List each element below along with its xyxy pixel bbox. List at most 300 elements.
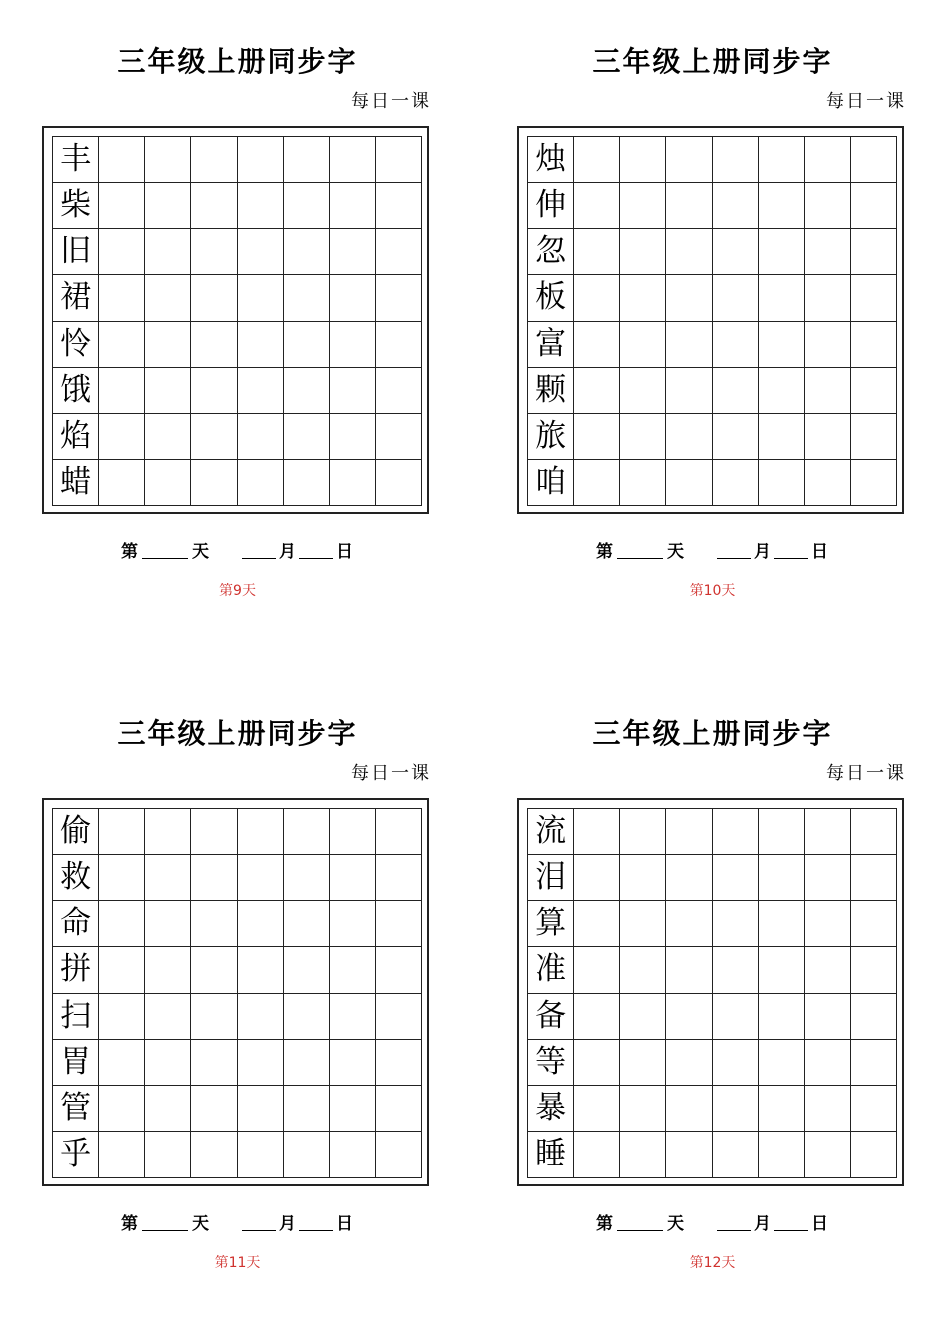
practice-cell [284, 1040, 330, 1086]
practice-cell [145, 855, 191, 901]
model-character: 怜 [53, 322, 99, 368]
day-prefix: 第 [121, 542, 138, 562]
practice-cell [759, 183, 805, 229]
practice-cell [191, 183, 237, 229]
practice-cell [713, 809, 759, 855]
practice-cell [284, 183, 330, 229]
practice-cell [330, 901, 376, 947]
practice-cell [713, 994, 759, 1040]
practice-cell [574, 1132, 620, 1178]
day-blank [617, 1216, 663, 1231]
practice-cell [238, 1132, 284, 1178]
day-blank [142, 544, 188, 559]
practice-cell [574, 901, 620, 947]
practice-cell [191, 229, 237, 275]
practice-cell [191, 947, 237, 993]
practice-cell [99, 1040, 145, 1086]
practice-cell [376, 901, 422, 947]
practice-cell [666, 322, 712, 368]
month-blank [242, 544, 276, 559]
practice-cell [145, 1132, 191, 1178]
practice-cell [620, 229, 666, 275]
day-prefix: 第 [121, 1214, 138, 1234]
practice-cell [620, 322, 666, 368]
practice-cell [145, 460, 191, 506]
practice-cell [284, 994, 330, 1040]
practice-cell [805, 414, 851, 460]
model-character: 偷 [53, 809, 99, 855]
model-character: 丰 [53, 137, 99, 183]
practice-cell [574, 322, 620, 368]
practice-cell [284, 137, 330, 183]
practice-cell [145, 1040, 191, 1086]
practice-cell [574, 183, 620, 229]
month-blank [717, 544, 751, 559]
model-character: 救 [53, 855, 99, 901]
model-character: 焰 [53, 414, 99, 460]
practice-cell [376, 994, 422, 1040]
model-character: 备 [528, 994, 574, 1040]
practice-cell [851, 809, 897, 855]
practice-cell [759, 414, 805, 460]
model-character: 管 [53, 1086, 99, 1132]
model-character: 拼 [53, 947, 99, 993]
practice-cell [666, 275, 712, 321]
practice-cell [376, 275, 422, 321]
model-character: 命 [53, 901, 99, 947]
practice-cell [759, 947, 805, 993]
model-character: 胃 [53, 1040, 99, 1086]
practice-cell [330, 414, 376, 460]
month-label: 月 [279, 542, 296, 562]
practice-cell [759, 809, 805, 855]
practice-cell [330, 275, 376, 321]
practice-cell [238, 137, 284, 183]
practice-cell [620, 1086, 666, 1132]
practice-cell [574, 994, 620, 1040]
practice-grid [527, 808, 897, 1178]
practice-cell [191, 994, 237, 1040]
model-character: 扫 [53, 994, 99, 1040]
practice-cell [851, 947, 897, 993]
practice-cell [191, 460, 237, 506]
practice-cell [284, 322, 330, 368]
practice-cell [145, 229, 191, 275]
practice-cell [574, 229, 620, 275]
model-character: 颗 [528, 368, 574, 414]
practice-cell [574, 368, 620, 414]
practice-cell [805, 275, 851, 321]
practice-cell [713, 901, 759, 947]
model-character: 旧 [53, 229, 99, 275]
practice-cell [666, 994, 712, 1040]
practice-cell [759, 137, 805, 183]
practice-cell [284, 460, 330, 506]
practice-cell [191, 137, 237, 183]
practice-cell [620, 460, 666, 506]
practice-cell [805, 901, 851, 947]
practice-cell [851, 901, 897, 947]
practice-cell [666, 901, 712, 947]
practice-cell [191, 901, 237, 947]
practice-cell [759, 901, 805, 947]
practice-cell [851, 1086, 897, 1132]
practice-cell [99, 414, 145, 460]
practice-cell [99, 994, 145, 1040]
model-character: 暴 [528, 1086, 574, 1132]
practice-cell [376, 1040, 422, 1086]
practice-cell [330, 368, 376, 414]
practice-cell [851, 1040, 897, 1086]
practice-cell [759, 1040, 805, 1086]
practice-cell [620, 947, 666, 993]
worksheet-title: 三年级上册同步字 [592, 45, 833, 78]
day-blank [142, 1216, 188, 1231]
practice-cell [759, 1086, 805, 1132]
practice-cell [191, 1132, 237, 1178]
worksheet-panel-4 [475, 672, 950, 1344]
date-line [121, 537, 353, 562]
practice-cell [574, 414, 620, 460]
practice-cell [330, 229, 376, 275]
day-number-label: 第10天 [689, 583, 736, 599]
practice-cell [574, 855, 620, 901]
practice-cell [713, 137, 759, 183]
worksheet-title: 三年级上册同步字 [592, 717, 833, 750]
practice-cell [145, 322, 191, 368]
month-label: 月 [754, 542, 771, 562]
practice-cell [759, 275, 805, 321]
practice-cell [620, 855, 666, 901]
practice-cell [99, 1132, 145, 1178]
practice-cell [238, 322, 284, 368]
practice-cell [376, 229, 422, 275]
month-label: 月 [754, 1214, 771, 1234]
model-character: 烛 [528, 137, 574, 183]
practice-cell [191, 322, 237, 368]
practice-cell [666, 460, 712, 506]
practice-grid [52, 136, 422, 506]
worksheet-subtitle: 每日一课 [351, 763, 431, 784]
practice-cell [666, 1132, 712, 1178]
practice-cell [574, 1086, 620, 1132]
model-character: 蜡 [53, 460, 99, 506]
date-line [596, 1209, 828, 1234]
practice-cell [574, 460, 620, 506]
practice-cell [330, 183, 376, 229]
model-character: 柴 [53, 183, 99, 229]
day-suffix: 天 [192, 542, 209, 562]
date-blank [774, 544, 808, 559]
date-label: 日 [811, 542, 828, 562]
practice-cell [666, 947, 712, 993]
practice-cell [620, 368, 666, 414]
practice-cell [805, 368, 851, 414]
practice-cell [574, 137, 620, 183]
day-number-label: 第11天 [214, 1255, 261, 1271]
practice-cell [666, 1086, 712, 1132]
practice-cell [805, 137, 851, 183]
model-character: 板 [528, 275, 574, 321]
practice-grid [52, 808, 422, 1178]
practice-cell [851, 460, 897, 506]
practice-cell [805, 229, 851, 275]
practice-cell [759, 460, 805, 506]
practice-cell [376, 368, 422, 414]
practice-cell [713, 855, 759, 901]
practice-cell [851, 183, 897, 229]
practice-cell [99, 809, 145, 855]
worksheet-subtitle: 每日一课 [351, 91, 431, 112]
practice-cell [759, 322, 805, 368]
practice-cell [191, 414, 237, 460]
day-suffix: 天 [192, 1214, 209, 1234]
worksheet-title: 三年级上册同步字 [117, 45, 358, 78]
practice-cell [851, 137, 897, 183]
month-label: 月 [279, 1214, 296, 1234]
practice-cell [330, 855, 376, 901]
month-blank [242, 1216, 276, 1231]
date-blank [774, 1216, 808, 1231]
practice-cell [620, 809, 666, 855]
practice-cell [376, 947, 422, 993]
practice-cell [238, 994, 284, 1040]
date-label: 日 [336, 542, 353, 562]
practice-cell [238, 901, 284, 947]
practice-cell [330, 994, 376, 1040]
practice-cell [851, 229, 897, 275]
practice-cell [99, 137, 145, 183]
practice-cell [851, 414, 897, 460]
model-character: 富 [528, 322, 574, 368]
practice-cell [238, 275, 284, 321]
model-character: 准 [528, 947, 574, 993]
model-character: 忽 [528, 229, 574, 275]
practice-cell [99, 460, 145, 506]
practice-cell [284, 1086, 330, 1132]
worksheet-panel-1 [0, 0, 475, 672]
day-number-label: 第9天 [219, 583, 256, 599]
practice-cell [666, 368, 712, 414]
day-prefix: 第 [596, 542, 613, 562]
practice-cell [666, 809, 712, 855]
model-character: 旅 [528, 414, 574, 460]
practice-cell [666, 855, 712, 901]
practice-cell [238, 183, 284, 229]
practice-cell [759, 855, 805, 901]
practice-cell [713, 368, 759, 414]
model-character: 算 [528, 901, 574, 947]
practice-cell [145, 809, 191, 855]
practice-cell [713, 322, 759, 368]
practice-cell [376, 183, 422, 229]
practice-cell [620, 901, 666, 947]
model-character: 裙 [53, 275, 99, 321]
practice-cell [666, 183, 712, 229]
practice-cell [620, 137, 666, 183]
practice-cell [620, 1132, 666, 1178]
date-line [596, 537, 828, 562]
day-prefix: 第 [596, 1214, 613, 1234]
practice-cell [284, 855, 330, 901]
practice-cell [284, 901, 330, 947]
practice-cell [145, 1086, 191, 1132]
practice-cell [191, 368, 237, 414]
practice-cell [805, 994, 851, 1040]
date-blank [299, 544, 333, 559]
practice-cell [851, 275, 897, 321]
practice-cell [759, 1132, 805, 1178]
practice-cell [851, 322, 897, 368]
practice-cell [238, 368, 284, 414]
date-line [121, 1209, 353, 1234]
model-character: 睡 [528, 1132, 574, 1178]
model-character: 乎 [53, 1132, 99, 1178]
practice-grid [527, 136, 897, 506]
practice-cell [238, 947, 284, 993]
day-suffix: 天 [667, 542, 684, 562]
date-label: 日 [336, 1214, 353, 1234]
practice-cell [713, 275, 759, 321]
practice-cell [805, 322, 851, 368]
model-character: 等 [528, 1040, 574, 1086]
practice-cell [238, 460, 284, 506]
worksheet-panel-3 [0, 672, 475, 1344]
worksheet-subtitle: 每日一课 [826, 763, 906, 784]
practice-cell [284, 809, 330, 855]
practice-cell [191, 275, 237, 321]
practice-cell [99, 183, 145, 229]
model-character: 泪 [528, 855, 574, 901]
practice-cell [666, 137, 712, 183]
practice-cell [330, 809, 376, 855]
practice-cell [759, 368, 805, 414]
practice-cell [284, 275, 330, 321]
practice-cell [99, 1086, 145, 1132]
practice-cell [574, 275, 620, 321]
practice-cell [330, 322, 376, 368]
practice-cell [145, 275, 191, 321]
model-character: 流 [528, 809, 574, 855]
practice-cell [99, 855, 145, 901]
practice-cell [851, 994, 897, 1040]
date-label: 日 [811, 1214, 828, 1234]
worksheet-panel-2 [475, 0, 950, 672]
practice-cell [620, 994, 666, 1040]
practice-cell [99, 901, 145, 947]
practice-cell [574, 947, 620, 993]
practice-cell [805, 460, 851, 506]
day-blank [617, 544, 663, 559]
practice-cell [99, 322, 145, 368]
practice-cell [666, 414, 712, 460]
practice-cell [238, 414, 284, 460]
practice-cell [238, 1086, 284, 1132]
practice-cell [238, 229, 284, 275]
practice-cell [376, 460, 422, 506]
model-character: 咱 [528, 460, 574, 506]
practice-cell [620, 183, 666, 229]
practice-cell [666, 1040, 712, 1086]
practice-cell [284, 1132, 330, 1178]
practice-cell [713, 460, 759, 506]
practice-cell [191, 809, 237, 855]
practice-cell [851, 1132, 897, 1178]
practice-cell [145, 183, 191, 229]
date-blank [299, 1216, 333, 1231]
practice-cell [145, 994, 191, 1040]
practice-cell [145, 368, 191, 414]
practice-cell [191, 1040, 237, 1086]
practice-cell [805, 947, 851, 993]
practice-cell [330, 1132, 376, 1178]
practice-cell [620, 275, 666, 321]
practice-cell [805, 1086, 851, 1132]
practice-cell [713, 183, 759, 229]
practice-cell [851, 855, 897, 901]
practice-cell [376, 809, 422, 855]
practice-cell [759, 994, 805, 1040]
model-character: 饿 [53, 368, 99, 414]
practice-cell [713, 1040, 759, 1086]
practice-cell [805, 809, 851, 855]
practice-cell [851, 368, 897, 414]
worksheet-title: 三年级上册同步字 [117, 717, 358, 750]
model-character: 伸 [528, 183, 574, 229]
practice-cell [713, 1086, 759, 1132]
practice-cell [713, 947, 759, 993]
practice-cell [145, 947, 191, 993]
practice-cell [284, 229, 330, 275]
practice-cell [330, 137, 376, 183]
practice-cell [666, 229, 712, 275]
practice-cell [376, 322, 422, 368]
practice-cell [191, 1086, 237, 1132]
practice-cell [330, 1086, 376, 1132]
practice-cell [145, 414, 191, 460]
practice-cell [376, 137, 422, 183]
practice-cell [574, 1040, 620, 1086]
practice-cell [284, 368, 330, 414]
practice-cell [284, 414, 330, 460]
practice-cell [99, 368, 145, 414]
practice-cell [376, 1086, 422, 1132]
practice-cell [805, 855, 851, 901]
practice-cell [238, 1040, 284, 1086]
practice-cell [574, 809, 620, 855]
practice-cell [330, 947, 376, 993]
practice-cell [99, 229, 145, 275]
practice-cell [330, 1040, 376, 1086]
practice-cell [805, 1132, 851, 1178]
practice-cell [805, 1040, 851, 1086]
practice-cell [759, 229, 805, 275]
practice-cell [620, 1040, 666, 1086]
practice-cell [713, 1132, 759, 1178]
practice-cell [376, 855, 422, 901]
practice-cell [805, 183, 851, 229]
day-suffix: 天 [667, 1214, 684, 1234]
practice-cell [99, 275, 145, 321]
practice-cell [713, 229, 759, 275]
practice-cell [376, 414, 422, 460]
practice-cell [330, 460, 376, 506]
worksheet-subtitle: 每日一课 [826, 91, 906, 112]
practice-cell [99, 947, 145, 993]
practice-cell [284, 947, 330, 993]
practice-cell [376, 1132, 422, 1178]
practice-cell [713, 414, 759, 460]
